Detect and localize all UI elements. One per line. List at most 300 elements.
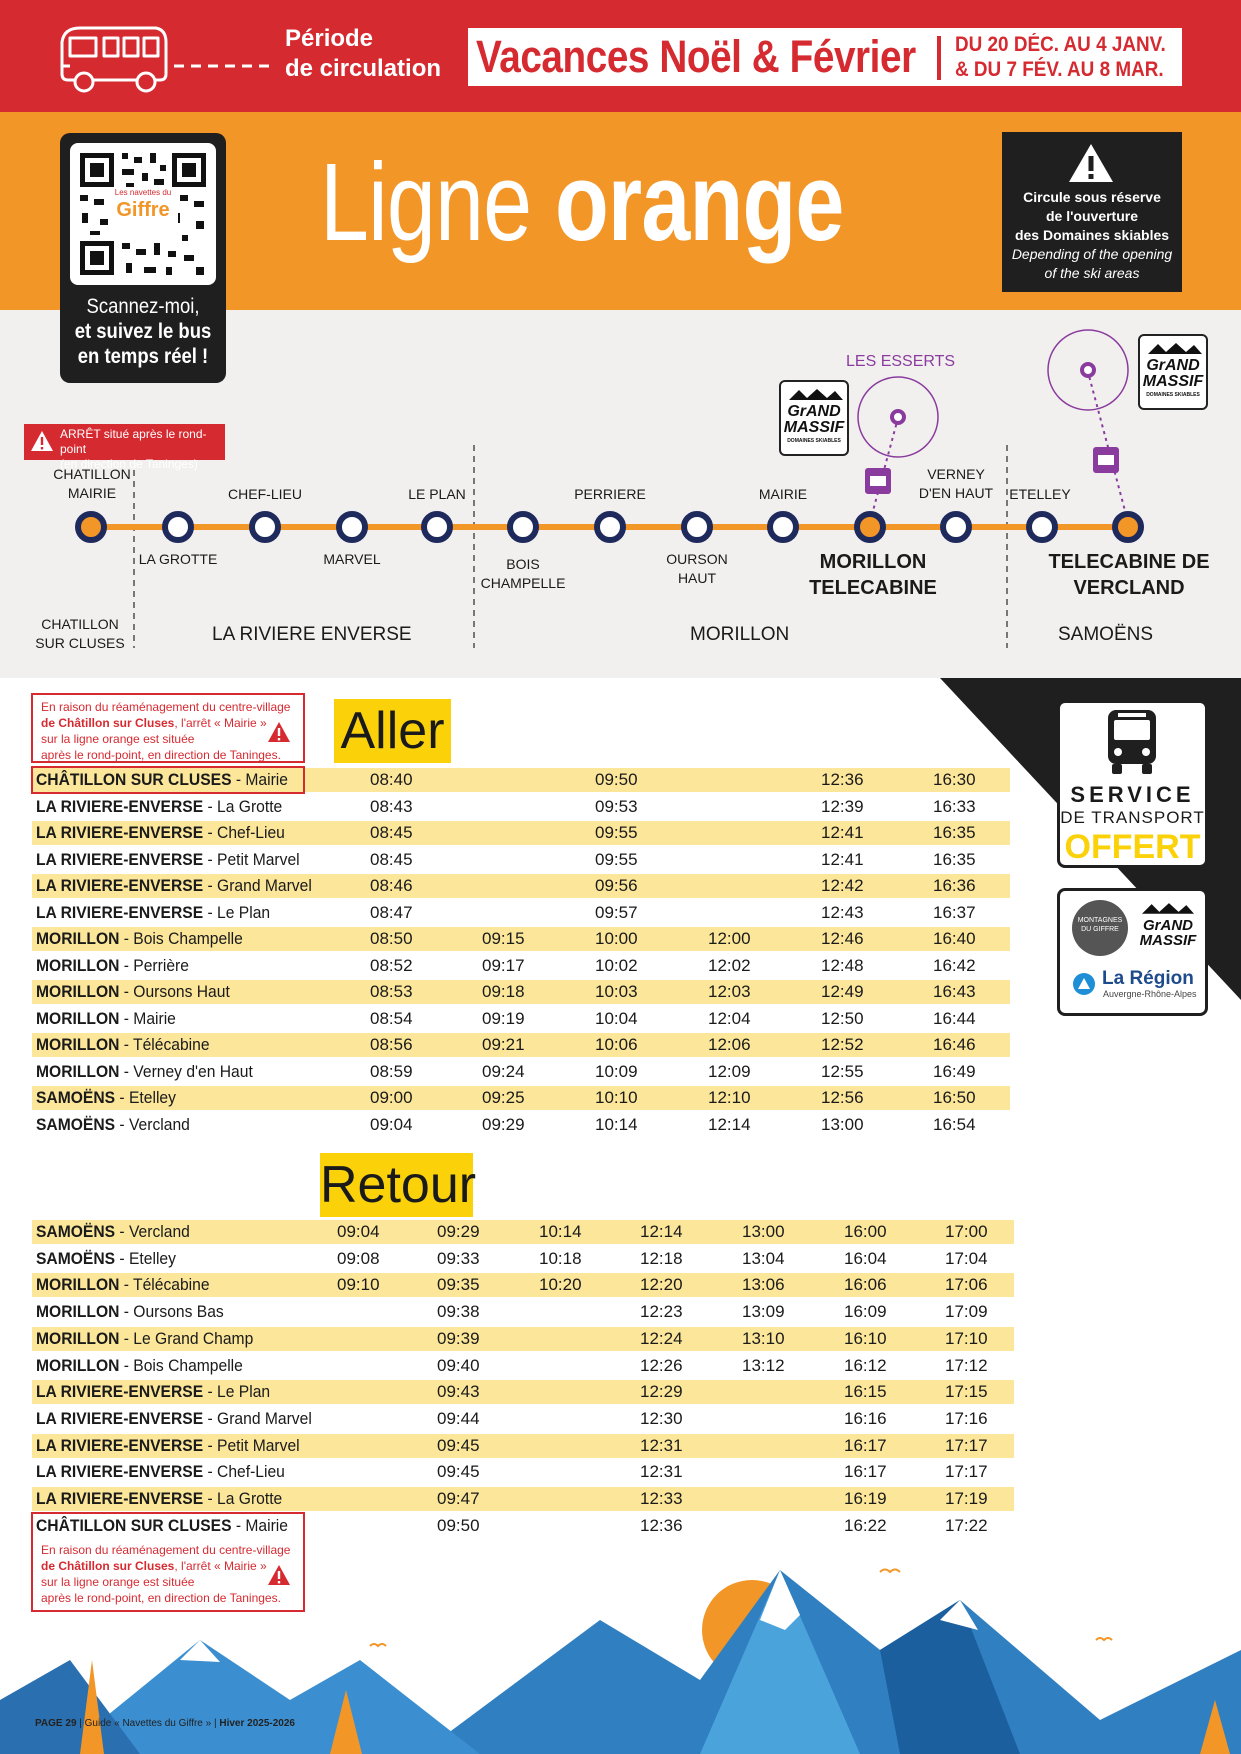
time-cell: 09:50 xyxy=(595,770,638,789)
stop-commune: LA RIVIERE-ENVERSE xyxy=(36,902,204,922)
time-cell: 12:43 xyxy=(821,902,864,922)
commune-morillon: MORILLON xyxy=(690,624,790,645)
bus-front-icon xyxy=(1104,708,1160,776)
time-cell: 12:29 xyxy=(640,1382,683,1402)
table-row xyxy=(32,1300,1014,1324)
time-cell: 16:43 xyxy=(933,982,976,1001)
stop-bois-champelle xyxy=(510,514,536,540)
time-cell: 12:42 xyxy=(821,876,864,895)
qr-caption-line-2: et suivez le bus xyxy=(74,320,212,343)
time-cell: 08:52 xyxy=(370,955,413,975)
grand-massif-logo xyxy=(779,380,849,456)
time-cell: 16:09 xyxy=(844,1302,887,1322)
time-cell: 09:33 xyxy=(437,1248,480,1268)
time-cell: 16:50 xyxy=(933,1088,976,1107)
label-bois-champelle xyxy=(473,555,573,593)
time-cell: 16:12 xyxy=(844,1355,887,1375)
label-line: CHATILLON xyxy=(41,616,119,632)
stop-commune: MORILLON xyxy=(36,982,120,1001)
time-cell: 09:56 xyxy=(595,876,638,895)
label-etelley: ETELLEY xyxy=(1009,486,1071,502)
note-line-2-rest: , l'arrêt « Mairie » xyxy=(174,716,267,730)
stop-place: - Petit Marvel xyxy=(203,849,300,869)
stop-name xyxy=(36,1460,285,1484)
time-cell: 17:00 xyxy=(945,1222,988,1241)
retour-title: Retour xyxy=(320,1153,473,1217)
table-row xyxy=(32,1220,1014,1244)
stop-place: - La Grotte xyxy=(203,1489,283,1508)
time-cell: 12:56 xyxy=(821,1088,864,1107)
time-cell: 17:17 xyxy=(945,1462,988,1482)
time-cell: 16:30 xyxy=(933,770,976,789)
time-cell: 09:04 xyxy=(370,1114,413,1134)
warning-line-4: Depending of the opening xyxy=(1011,246,1173,262)
time-cell: 16:04 xyxy=(844,1248,887,1268)
periode-line-2: de circulation xyxy=(285,55,442,82)
stop-name xyxy=(36,1273,210,1297)
stop-chef-lieu xyxy=(252,514,278,540)
gondola-icon-morillon xyxy=(865,468,891,494)
time-cell: 08:50 xyxy=(370,929,413,948)
table-row xyxy=(32,1460,1014,1484)
stop-mairie xyxy=(770,514,796,540)
time-cell: 08:45 xyxy=(370,823,413,842)
label-le-plan: LE PLAN xyxy=(408,486,466,502)
service-line-3: OFFERT xyxy=(1064,828,1201,866)
time-cell: 16:46 xyxy=(933,1035,976,1054)
time-cell: 09:45 xyxy=(437,1435,480,1455)
time-cell: 16:35 xyxy=(933,849,976,869)
stop-name xyxy=(36,1247,176,1271)
warning-icon xyxy=(30,430,54,452)
time-cell: 09:17 xyxy=(482,955,525,975)
time-cell: 16:16 xyxy=(844,1408,887,1428)
stop-name xyxy=(36,980,230,1004)
label-mairie: MAIRIE xyxy=(758,486,808,502)
time-cell: 13:00 xyxy=(742,1222,785,1241)
stop-etelley xyxy=(1029,514,1055,540)
time-cell: 09:21 xyxy=(482,1035,525,1054)
arret-note xyxy=(24,424,225,471)
qr-brand-name: Giffre xyxy=(116,199,170,221)
stop-name xyxy=(36,1060,253,1084)
time-cell: 09:04 xyxy=(337,1222,380,1241)
stop-name xyxy=(36,1007,176,1031)
stop-name xyxy=(36,1354,243,1378)
region-subtitle: Auvergne-Rhône-Alpes xyxy=(1103,989,1197,999)
stop-commune: MORILLON xyxy=(36,1355,120,1375)
dates-line-2: & DU 7 FÉV. AU 8 MAR. xyxy=(955,58,1164,81)
logo-small: DOMAINES SKIABLES xyxy=(787,438,841,444)
stop-marvel xyxy=(339,514,365,540)
stop-place: - La Grotte xyxy=(203,796,283,816)
stop-name xyxy=(36,1327,253,1351)
stop-place: - Bois Champelle xyxy=(119,1355,243,1375)
stop-place: - Oursons Bas xyxy=(119,1302,224,1322)
season-dates xyxy=(955,32,1166,82)
periode-line-1: Période xyxy=(285,25,374,52)
stop-commune: MORILLON xyxy=(36,955,120,975)
note-line-2-bold: de Châtillon sur Cluses xyxy=(41,716,175,730)
stop-ourson-haut xyxy=(684,514,710,540)
stop-place: - Mairie xyxy=(231,770,288,789)
time-cell: 09:18 xyxy=(482,982,525,1001)
arret-note-line-1: ARRÊT situé après le rond-point xyxy=(60,427,207,456)
periode-label xyxy=(285,24,441,84)
time-cell: 13:10 xyxy=(742,1328,785,1348)
stop-commune: CHÂTILLON SUR CLUSES xyxy=(36,770,232,789)
note-line-2-rest: , l'arrêt « Mairie » xyxy=(174,1559,267,1573)
table-row xyxy=(32,1086,1010,1110)
note-line-4: après le rond-point, en direction de Taninges. xyxy=(41,1591,281,1605)
time-cell: 10:06 xyxy=(595,1035,638,1054)
grand-massif-logo-3 xyxy=(1136,898,1200,960)
stop-commune: MORILLON xyxy=(36,1302,120,1322)
stop-place: - Petit Marvel xyxy=(203,1435,300,1455)
time-cell: 10:03 xyxy=(595,982,638,1001)
dates-line-1: DU 20 DÉC. AU 4 JANV. xyxy=(955,33,1166,56)
time-cell: 12:39 xyxy=(821,796,864,816)
footer: PAGE 29 | Guide « Navettes du Giffre » | Hiver 2025-2026 xyxy=(35,1718,295,1729)
time-cell: 09:55 xyxy=(595,849,638,869)
time-cell: 12:48 xyxy=(821,955,864,975)
time-cell: 09:35 xyxy=(437,1275,480,1295)
time-cell: 13:06 xyxy=(742,1275,785,1295)
table-row xyxy=(32,954,1010,978)
label-morillon-telecabine xyxy=(793,549,953,601)
stop-place: - Chef-Lieu xyxy=(203,823,285,842)
time-cell: 08:40 xyxy=(370,770,413,789)
stop-commune: CHÂTILLON SUR CLUSES xyxy=(36,1515,232,1535)
commune-riviere: LA RIVIERE ENVERSE xyxy=(212,624,412,645)
time-cell: 09:25 xyxy=(482,1088,525,1107)
arret-note-line-2: (en direction de Taninges) xyxy=(60,457,198,471)
time-cell: 09:43 xyxy=(437,1382,480,1402)
time-cell: 08:45 xyxy=(370,849,413,869)
time-cell: 09:55 xyxy=(595,823,638,842)
time-cell: 17:19 xyxy=(945,1489,988,1508)
time-cell: 12:52 xyxy=(821,1035,864,1054)
stop-place: - Chef-Lieu xyxy=(203,1462,285,1482)
stop-place: - Oursons Haut xyxy=(119,982,230,1001)
table-row xyxy=(32,848,1010,872)
time-cell: 17:17 xyxy=(945,1435,988,1455)
time-cell: 17:22 xyxy=(945,1515,988,1535)
aller-title: Aller xyxy=(334,699,451,763)
time-cell: 12:50 xyxy=(821,1008,864,1028)
stop-place: - Mairie xyxy=(119,1008,176,1028)
stop-name xyxy=(36,821,285,845)
time-cell: 09:44 xyxy=(437,1408,480,1428)
logo-line-2: MASSIF xyxy=(1142,373,1204,390)
table-row xyxy=(32,1247,1014,1271)
time-cell: 10:00 xyxy=(595,929,638,948)
warning-line-2: de l'ouverture xyxy=(1045,208,1139,224)
table-row xyxy=(32,901,1010,925)
time-cell: 12:06 xyxy=(708,1035,751,1054)
montagnes-label: MONTAGNES DU GIFFRE xyxy=(1077,917,1123,933)
time-cell: 17:16 xyxy=(945,1408,988,1428)
time-cell: 12:03 xyxy=(708,982,751,1001)
time-cell: 16:44 xyxy=(933,1008,976,1028)
time-cell: 09:39 xyxy=(437,1328,480,1348)
time-cell: 16:37 xyxy=(933,902,976,922)
time-cell: 17:15 xyxy=(945,1382,988,1402)
time-cell: 12:14 xyxy=(640,1222,683,1241)
table-row xyxy=(32,1327,1014,1351)
time-cell: 12:10 xyxy=(708,1088,751,1107)
qr-brand xyxy=(108,187,178,233)
time-cell: 17:04 xyxy=(945,1248,988,1268)
label-line: BOIS xyxy=(506,556,540,572)
grand-massif-logo-2 xyxy=(1138,334,1208,410)
logo-line-1: GrAND xyxy=(1142,917,1193,934)
stop-commune: MORILLON xyxy=(36,929,120,948)
label-perriere: PERRIERE xyxy=(574,486,646,502)
time-cell: 12:14 xyxy=(708,1114,751,1134)
stop-commune: LA RIVIERE-ENVERSE xyxy=(36,1462,204,1482)
dashed-line-icon xyxy=(172,60,272,72)
qr-caption-line-1: Scannez-moi, xyxy=(86,295,200,318)
table-row xyxy=(32,1273,1014,1297)
time-cell: 09:19 xyxy=(482,1008,525,1028)
stop-le-plan xyxy=(424,514,450,540)
stop-commune: LA RIVIERE-ENVERSE xyxy=(36,1489,204,1508)
time-cell: 16:17 xyxy=(844,1435,887,1455)
warning-icon xyxy=(267,721,291,743)
stop-place: - Mairie xyxy=(231,1515,288,1535)
label-line: SUR CLUSES xyxy=(35,635,125,651)
stop-vercland xyxy=(1115,514,1141,540)
time-cell: 12:23 xyxy=(640,1302,683,1322)
table-row xyxy=(32,1060,1010,1084)
logo-line-1: GrAND xyxy=(1146,357,1200,374)
stop-commune: LA RIVIERE-ENVERSE xyxy=(36,1435,204,1455)
time-cell: 16:00 xyxy=(844,1222,887,1241)
service-line-2: DE TRANSPORT xyxy=(1060,808,1205,827)
aller-first-stop-highlight xyxy=(31,766,305,794)
time-cell: 17:10 xyxy=(945,1328,988,1348)
montagnes-giffre-logo xyxy=(1072,900,1128,956)
footer-guide: Guide « Navettes du Giffre » xyxy=(84,1718,212,1729)
mountain-illustration xyxy=(0,1500,1241,1754)
footer-season: Hiver 2025-2026 xyxy=(219,1718,295,1729)
time-cell: 09:40 xyxy=(437,1355,480,1375)
title-divider xyxy=(937,36,941,80)
esserts-station xyxy=(892,411,904,423)
label-la-grotte: LA GROTTE xyxy=(138,551,218,567)
time-cell: 09:08 xyxy=(337,1248,380,1268)
stop-commune: MORILLON xyxy=(36,1328,120,1348)
label-ourson-haut xyxy=(647,550,747,588)
time-cell: 09:45 xyxy=(437,1462,480,1482)
time-cell: 16:19 xyxy=(844,1489,887,1508)
mountain-icon xyxy=(1142,902,1194,914)
label-line: MAIRIE xyxy=(67,485,117,501)
label-line: CHATILLON xyxy=(53,466,131,482)
time-cell: 16:54 xyxy=(933,1114,976,1134)
stop-chatillon-mairie xyxy=(78,514,104,540)
stop-place: - Vercland xyxy=(115,1222,190,1241)
stop-name xyxy=(36,874,312,898)
note-line-2-bold: de Châtillon sur Cluses xyxy=(41,1559,175,1573)
stop-place: - Perrière xyxy=(119,955,189,975)
stop-name xyxy=(36,927,243,951)
time-cell: 17:06 xyxy=(945,1275,988,1295)
time-cell: 12:36 xyxy=(640,1515,683,1535)
stop-commune: LA RIVIERE-ENVERSE xyxy=(36,876,204,895)
mountain-icon xyxy=(1148,342,1202,354)
time-cell: 12:31 xyxy=(640,1462,683,1482)
time-cell: 09:15 xyxy=(482,929,525,948)
stop-name xyxy=(36,848,300,872)
stop-commune: LA RIVIERE-ENVERSE xyxy=(36,796,204,816)
time-cell: 16:06 xyxy=(844,1275,887,1295)
stop-perriere xyxy=(597,514,623,540)
logo-line-2: MASSIF xyxy=(783,419,845,436)
time-cell: 13:12 xyxy=(742,1355,785,1375)
footer-page: PAGE 29 xyxy=(35,1718,77,1729)
time-cell: 10:14 xyxy=(595,1114,638,1134)
commune-chatillon xyxy=(30,615,130,653)
time-cell: 16:42 xyxy=(933,955,976,975)
stop-name xyxy=(36,1407,312,1431)
time-cell: 08:56 xyxy=(370,1035,413,1054)
label-line: VERNEY xyxy=(927,466,985,482)
time-cell: 16:35 xyxy=(933,823,976,842)
stop-name xyxy=(36,1220,190,1244)
label-line: D'EN HAUT xyxy=(918,485,994,501)
table-row xyxy=(32,821,1010,845)
time-cell: 12:36 xyxy=(821,770,864,789)
time-cell: 10:18 xyxy=(539,1248,582,1268)
label-line: VERCLAND xyxy=(1073,577,1185,599)
region-logo-icon xyxy=(1072,972,1096,996)
stop-place: - Etelley xyxy=(115,1088,176,1107)
note-line-3: sur la ligne orange est située xyxy=(41,1575,195,1589)
stop-place: - Vercland xyxy=(115,1114,190,1134)
warning-line-5: of the ski areas xyxy=(1044,265,1140,281)
time-cell: 12:55 xyxy=(821,1061,864,1081)
mountain-icon xyxy=(789,388,843,400)
time-cell: 10:02 xyxy=(595,955,638,975)
time-cell: 09:00 xyxy=(370,1088,413,1107)
stop-name xyxy=(36,1434,300,1458)
stop-commune: LA RIVIERE-ENVERSE xyxy=(36,1408,204,1428)
time-cell: 16:36 xyxy=(933,876,976,895)
stop-name xyxy=(36,1033,210,1057)
time-cell: 16:15 xyxy=(844,1382,887,1402)
qr-code[interactable] xyxy=(70,143,216,285)
time-cell: 08:43 xyxy=(370,796,413,816)
warning-line-1: Circule sous réserve xyxy=(1023,189,1161,205)
time-cell: 12:02 xyxy=(708,955,751,975)
table-row xyxy=(32,874,1010,898)
stop-commune: MORILLON xyxy=(36,1275,120,1295)
table-row xyxy=(32,927,1010,951)
stop-place: - Télécabine xyxy=(119,1035,210,1054)
table-row xyxy=(32,980,1010,1004)
time-cell: 12:41 xyxy=(821,823,864,842)
time-cell: 10:10 xyxy=(595,1088,638,1107)
time-cell: 12:46 xyxy=(821,929,864,948)
label-chef-lieu: CHEF-LIEU xyxy=(228,486,302,502)
time-cell: 09:57 xyxy=(595,902,638,922)
commune-samoens: SAMOËNS xyxy=(1058,624,1154,645)
time-cell: 12:04 xyxy=(708,1008,751,1028)
time-cell: 13:09 xyxy=(742,1302,785,1322)
time-cell: 09:50 xyxy=(437,1515,480,1535)
time-cell: 09:24 xyxy=(482,1061,525,1081)
time-cell: 16:33 xyxy=(933,796,976,816)
stop-name xyxy=(36,1380,270,1404)
les-esserts-label: LES ESSERTS xyxy=(846,353,956,370)
time-cell: 08:59 xyxy=(370,1061,413,1081)
stop-commune: LA RIVIERE-ENVERSE xyxy=(36,1382,204,1402)
time-cell: 13:04 xyxy=(742,1248,785,1268)
stop-name xyxy=(36,795,282,819)
time-cell: 10:09 xyxy=(595,1061,638,1081)
time-cell: 17:09 xyxy=(945,1302,988,1322)
table-row xyxy=(32,1380,1014,1404)
time-cell: 09:29 xyxy=(482,1114,525,1134)
stop-commune: MORILLON xyxy=(36,1008,120,1028)
gondola-icon-vercland xyxy=(1093,447,1119,473)
time-cell: 16:22 xyxy=(844,1515,887,1535)
note-line-3: sur la ligne orange est située xyxy=(41,732,195,746)
time-cell: 12:18 xyxy=(640,1248,683,1268)
stop-place: - Le Plan xyxy=(203,1382,271,1402)
time-cell: 10:14 xyxy=(539,1222,582,1241)
label-verney xyxy=(906,465,1006,503)
label-chatillon-mairie xyxy=(46,465,138,503)
stop-verney xyxy=(943,514,969,540)
time-cell: 09:38 xyxy=(437,1302,480,1322)
logo-line-2: MASSIF xyxy=(1139,932,1197,949)
time-cell: 08:53 xyxy=(370,982,413,1001)
logo-line-1: GrAND xyxy=(787,403,841,420)
time-cell: 12:20 xyxy=(640,1275,683,1295)
stop-name xyxy=(36,1086,176,1110)
table-row xyxy=(32,1113,1010,1137)
time-cell: 12:24 xyxy=(640,1328,683,1348)
table-row xyxy=(32,1407,1014,1431)
stop-place: - Le Plan xyxy=(203,902,271,922)
line-title xyxy=(320,138,844,268)
logo-small: DOMAINES SKIABLES xyxy=(1146,392,1200,398)
ski-warning-text xyxy=(1002,188,1182,283)
qr-brand-small: Les navettes du xyxy=(114,188,172,197)
qr-caption-line-3: en temps réel ! xyxy=(77,345,209,368)
stop-place: - Bois Champelle xyxy=(119,929,243,948)
time-cell: 16:10 xyxy=(844,1328,887,1348)
stop-place: - Verney d'en Haut xyxy=(119,1061,253,1081)
stop-commune: SAMOËNS xyxy=(36,1088,116,1107)
stop-commune: SAMOËNS xyxy=(36,1222,116,1241)
table-row xyxy=(32,1033,1010,1057)
vercland-station xyxy=(1082,364,1094,376)
table-row xyxy=(32,795,1010,819)
time-cell: 09:10 xyxy=(337,1275,380,1295)
time-cell: 08:47 xyxy=(370,902,413,922)
stop-la-grotte xyxy=(165,514,191,540)
stop-name xyxy=(36,1300,224,1324)
stop-place: - Télécabine xyxy=(119,1275,210,1295)
time-cell: 17:12 xyxy=(945,1355,988,1375)
stop-place: - Etelley xyxy=(115,1248,176,1268)
time-cell: 10:20 xyxy=(539,1275,582,1295)
stop-place: - Grand Marvel xyxy=(203,876,312,895)
